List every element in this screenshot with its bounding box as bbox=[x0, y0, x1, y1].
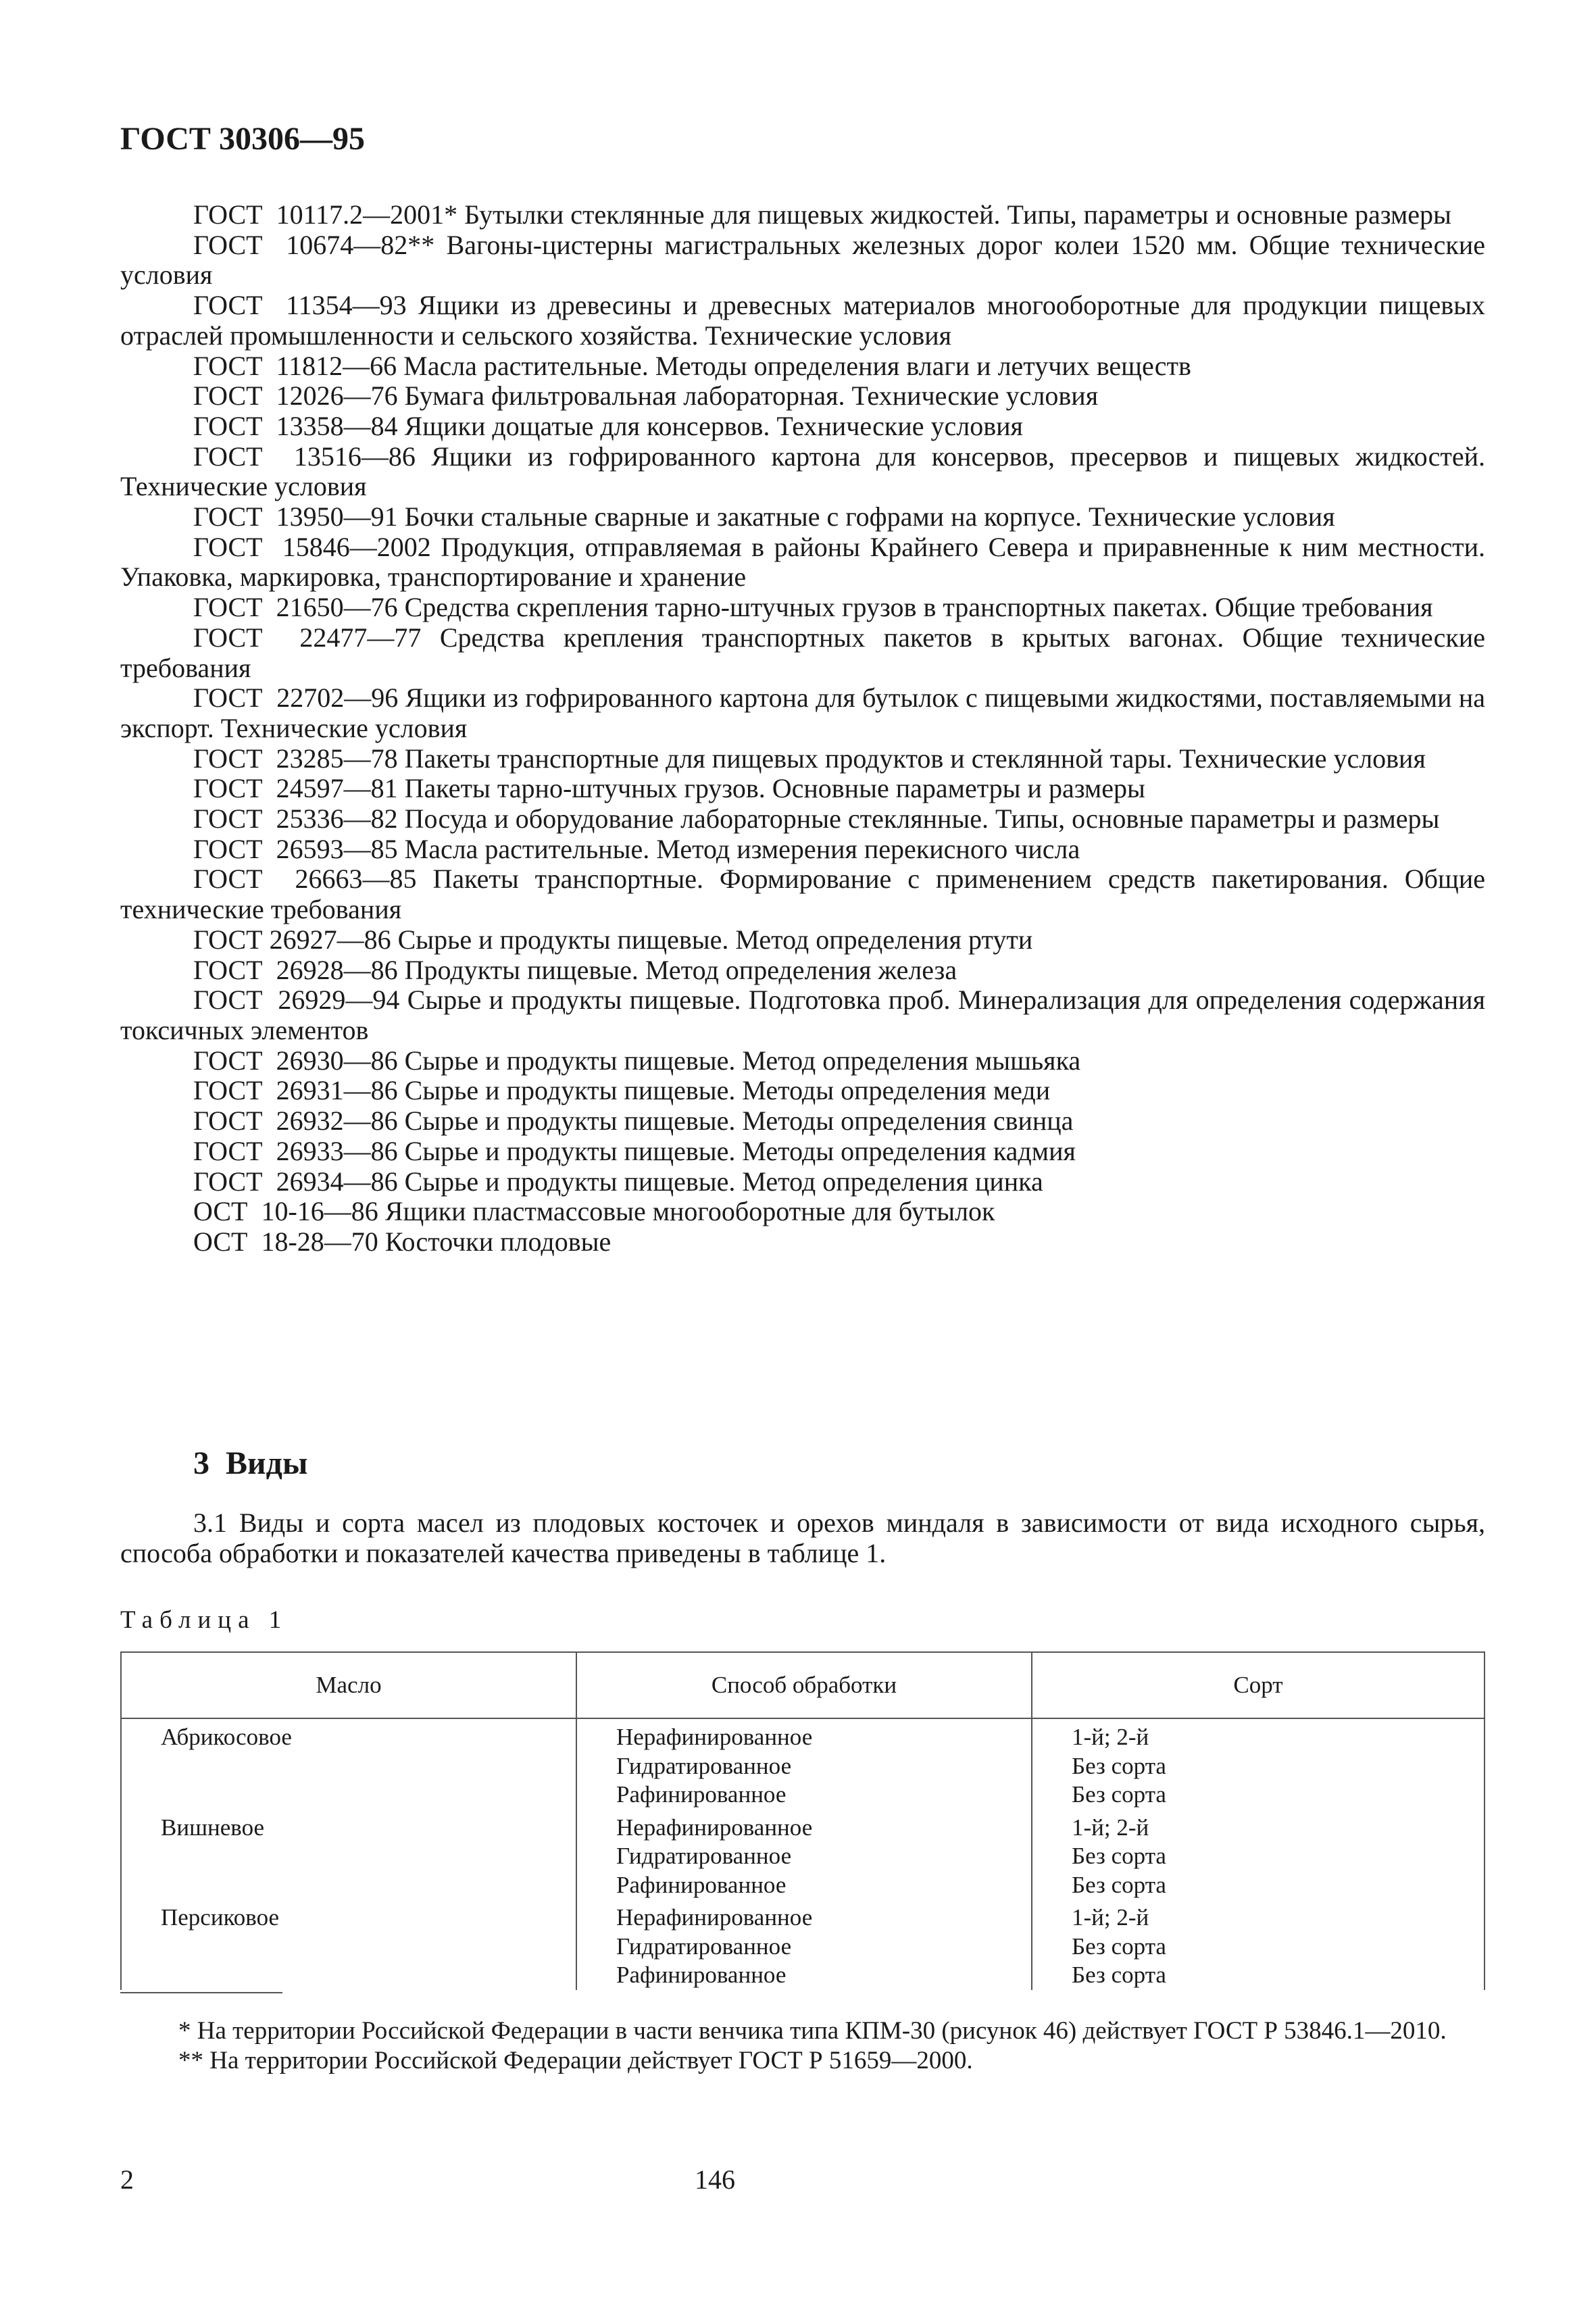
header-oil: Масло bbox=[121, 1652, 576, 1718]
reference-item bbox=[120, 1137, 1485, 1167]
reference-code: ГОСТ 26934—86 bbox=[193, 1166, 398, 1197]
oil-cell bbox=[121, 1718, 576, 1810]
reference-list bbox=[120, 200, 1485, 1258]
reference-text: Продукты пищевые. Метод определения железа bbox=[404, 954, 957, 985]
reference-item bbox=[120, 1106, 1485, 1137]
reference-text: Посуда и оборудование лабораторные стеклянные. Типы, основные параметры и размеры bbox=[404, 803, 1440, 835]
header-grade: Сорт bbox=[1032, 1652, 1485, 1718]
method-value: Гидратированное bbox=[616, 1933, 792, 1960]
reference-code: ГОСТ 15846—2002 bbox=[193, 531, 431, 562]
grade-value: Без сорта bbox=[1072, 1843, 1166, 1869]
reference-item bbox=[120, 623, 1485, 683]
reference-code: ГОСТ 26933—86 bbox=[193, 1135, 398, 1166]
table-caption: Таблица 1 bbox=[120, 1606, 289, 1634]
reference-code: ГОСТ 26928—86 bbox=[193, 954, 398, 985]
reference-code: ГОСТ 10674—82** bbox=[193, 229, 435, 260]
reference-text: Ящики дощатые для консервов. Технические условия bbox=[404, 410, 1023, 441]
reference-text: Сырье и продукты пищевые. Метод определения ртути bbox=[397, 924, 1033, 955]
reference-code: ГОСТ 23285—78 bbox=[193, 743, 398, 774]
reference-code: ГОСТ 24597—81 bbox=[193, 773, 398, 804]
grade-value: 1-й; 2-й bbox=[1072, 1724, 1149, 1750]
reference-text: Продукция, отправляемая в районы Крайнего Севера и приравненные к ним местности. Упаковка, маркировка, транспортирование и хранение bbox=[120, 531, 1486, 593]
reference-item bbox=[120, 1167, 1485, 1197]
reference-code: ГОСТ 13950—91 bbox=[193, 501, 398, 532]
reference-item bbox=[120, 985, 1485, 1045]
reference-text: Масла растительные. Метод измерения перекисного числа bbox=[404, 833, 1080, 864]
reference-code: ГОСТ 12026—76 bbox=[193, 380, 398, 412]
reference-text: Средства скрепления тарно-штучных грузов в транспортных пакетах. Общие требования bbox=[404, 592, 1433, 623]
section-paragraph: 3.1 Виды и сорта масел из плодовых косточек и орехов миндаля в зависимости от вида исходного сырья, способа обработки и показателей качества приведены в таблице 1. bbox=[120, 1508, 1485, 1568]
reference-text: Масла растительные. Методы определения влаги и летучих веществ bbox=[403, 350, 1191, 381]
reference-text: Бумага фильтровальная лабораторная. Технические условия bbox=[404, 380, 1099, 412]
reference-item bbox=[120, 593, 1485, 623]
reference-text: Сырье и продукты пищевые. Методы определения кадмия bbox=[404, 1135, 1076, 1166]
grade-value: 1-й; 2-й bbox=[1072, 1904, 1149, 1931]
reference-code: ГОСТ 22477—77 bbox=[193, 622, 422, 653]
reference-item bbox=[120, 804, 1485, 835]
oil-cell bbox=[121, 1899, 576, 1990]
reference-item bbox=[120, 774, 1485, 804]
grade-cell bbox=[1032, 1899, 1485, 1990]
method-cell bbox=[576, 1718, 1032, 1810]
method-value: Рафинированное bbox=[616, 1871, 787, 1898]
reference-code: ГОСТ 26930—86 bbox=[193, 1045, 398, 1076]
reference-text: Ящики из гофрированного картона для бутылок с пищевыми жидкостями, поставляемыми на экспорт. Технические условия bbox=[120, 682, 1485, 743]
reference-text: Сырье и продукты пищевые. Подготовка проб. Минерализация для определения содержания токсичных элементов bbox=[120, 985, 1485, 1045]
reference-text: Пакеты транспортные для пищевых продуктов и стеклянной тары. Технические условия bbox=[404, 743, 1426, 774]
reference-code: ГОСТ 13516—86 bbox=[193, 441, 416, 472]
reference-code: ГОСТ 26932—86 bbox=[193, 1105, 398, 1137]
section-heading: 3 Виды bbox=[193, 1445, 308, 1481]
oil-name: Персиковое bbox=[161, 1904, 280, 1931]
method-value: Нерафинированное bbox=[616, 1724, 813, 1750]
reference-item bbox=[120, 230, 1485, 291]
reference-item bbox=[120, 381, 1485, 412]
reference-item bbox=[120, 955, 1485, 986]
reference-text: Пакеты транспортные. Формирование с применением средств пакетирования. Общие технические требования bbox=[120, 864, 1485, 925]
grade-value: 1-й; 2-й bbox=[1072, 1814, 1149, 1841]
oil-types-table bbox=[120, 1651, 1485, 1990]
reference-text: Сырье и продукты пищевые. Методы определения меди bbox=[404, 1075, 1051, 1106]
reference-item bbox=[120, 1197, 1485, 1227]
reference-item bbox=[120, 291, 1485, 351]
reference-code: ГОСТ 21650—76 bbox=[193, 592, 398, 623]
method-value: Рафинированное bbox=[616, 1962, 787, 1988]
reference-item bbox=[120, 351, 1485, 382]
grade-value: Без сорта bbox=[1072, 1781, 1166, 1808]
grade-value: Без сорта bbox=[1072, 1752, 1166, 1779]
reference-item bbox=[120, 442, 1485, 502]
reference-item bbox=[120, 864, 1485, 924]
footnote: ** На территории Российской Федерации действует ГОСТ Р 51659—2000. bbox=[178, 2047, 973, 2074]
reference-item bbox=[120, 835, 1485, 865]
method-cell bbox=[576, 1810, 1032, 1900]
table-row bbox=[121, 1899, 1485, 1990]
reference-code: ГОСТ 25336—82 bbox=[193, 803, 398, 835]
reference-text: Сырье и продукты пищевые. Метод определения цинка bbox=[404, 1166, 1043, 1197]
reference-code: ГОСТ 13358—84 bbox=[193, 410, 398, 441]
reference-code: ГОСТ 26931—86 bbox=[193, 1075, 398, 1106]
reference-item bbox=[120, 412, 1485, 442]
method-value: Рафинированное bbox=[616, 1781, 787, 1808]
reference-item bbox=[120, 1076, 1485, 1106]
reference-text: Ящики из древесины и древесных материалов многооборотные для продукции пищевых отраслей промышленности и сельского хозяйства. Технические условия bbox=[120, 290, 1486, 351]
reference-item bbox=[120, 532, 1485, 593]
table-row bbox=[121, 1810, 1485, 1900]
reference-code: ГОСТ 26929—94 bbox=[193, 985, 400, 1016]
reference-item bbox=[120, 925, 1485, 955]
reference-item bbox=[120, 1046, 1485, 1076]
reference-item bbox=[120, 744, 1485, 774]
oil-name: Вишневое bbox=[161, 1814, 265, 1841]
header-method: Способ обработки bbox=[576, 1652, 1032, 1718]
table-row bbox=[121, 1718, 1485, 1810]
reference-item bbox=[120, 1227, 1485, 1258]
method-value: Гидратированное bbox=[616, 1843, 792, 1869]
grade-value: Без сорта bbox=[1072, 1962, 1166, 1988]
method-value: Нерафинированное bbox=[616, 1814, 813, 1841]
reference-code: ГОСТ 26593—85 bbox=[193, 833, 398, 864]
reference-item bbox=[120, 683, 1485, 743]
method-value: Гидратированное bbox=[616, 1752, 792, 1779]
grade-value: Без сорта bbox=[1072, 1933, 1166, 1960]
reference-text: Сырье и продукты пищевые. Методы определения свинца bbox=[404, 1105, 1074, 1137]
reference-code: ГОСТ 11354—93 bbox=[193, 290, 407, 321]
reference-text: Средства крепления транспортных пакетов в крытых вагонах. Общие технические требования bbox=[120, 622, 1486, 683]
grade-cell bbox=[1032, 1718, 1485, 1810]
reference-code: ГОСТ 11812—66 bbox=[193, 350, 397, 381]
reference-text: Ящики из гофрированного картона для консервов, пресервов и пищевых жидкостей. Технические условия bbox=[120, 441, 1485, 502]
oil-cell bbox=[121, 1810, 576, 1900]
reference-text: Ящики пластмассовые многооборотные для бутылок bbox=[384, 1196, 995, 1227]
footnote: * На территории Российской Федерации в части венчика типа КПМ-30 (рисунок 46) действует ГОСТ Р 53846.1—2010. bbox=[178, 2017, 1447, 2045]
method-value: Нерафинированное bbox=[616, 1904, 813, 1931]
method-cell bbox=[576, 1899, 1032, 1990]
grade-cell bbox=[1032, 1810, 1485, 1900]
reference-text: Бочки стальные сварные и закатные с гофрами на корпусе. Технические условия bbox=[404, 501, 1335, 532]
reference-code: ОСТ 18-28—70 bbox=[193, 1226, 378, 1257]
reference-code: ГОСТ 26663—85 bbox=[193, 864, 417, 895]
page-title: ГОСТ 30306—95 bbox=[120, 121, 365, 157]
table-header-row bbox=[121, 1652, 1485, 1718]
reference-text: Сырье и продукты пищевые. Метод определения мышьяка bbox=[404, 1045, 1081, 1076]
reference-code: ГОСТ 26927—86 bbox=[193, 924, 391, 955]
reference-text: Пакеты тарно-штучных грузов. Основные параметры и размеры bbox=[404, 773, 1145, 804]
reference-code: ГОСТ 10117.2—2001* bbox=[193, 199, 458, 230]
reference-code: ГОСТ 22702—96 bbox=[193, 682, 399, 714]
page-number-left: 2 bbox=[120, 2164, 134, 2195]
reference-text: Косточки плодовые bbox=[384, 1226, 612, 1257]
reference-item bbox=[120, 200, 1485, 230]
reference-text: Вагоны-цистерны магистральных железных дорог колеи 1520 мм. Общие технические условия bbox=[120, 229, 1486, 291]
page-number-center: 146 bbox=[695, 2164, 735, 2195]
oil-name: Абрикосовое bbox=[161, 1724, 292, 1750]
reference-code: ОСТ 10-16—86 bbox=[193, 1196, 378, 1227]
footnotes bbox=[120, 2016, 1485, 2076]
reference-text: Бутылки стеклянные для пищевых жидкостей. Типы, параметры и основные размеры bbox=[464, 199, 1451, 230]
reference-item bbox=[120, 502, 1485, 532]
footnote-divider bbox=[120, 1992, 282, 1993]
grade-value: Без сорта bbox=[1072, 1871, 1166, 1898]
